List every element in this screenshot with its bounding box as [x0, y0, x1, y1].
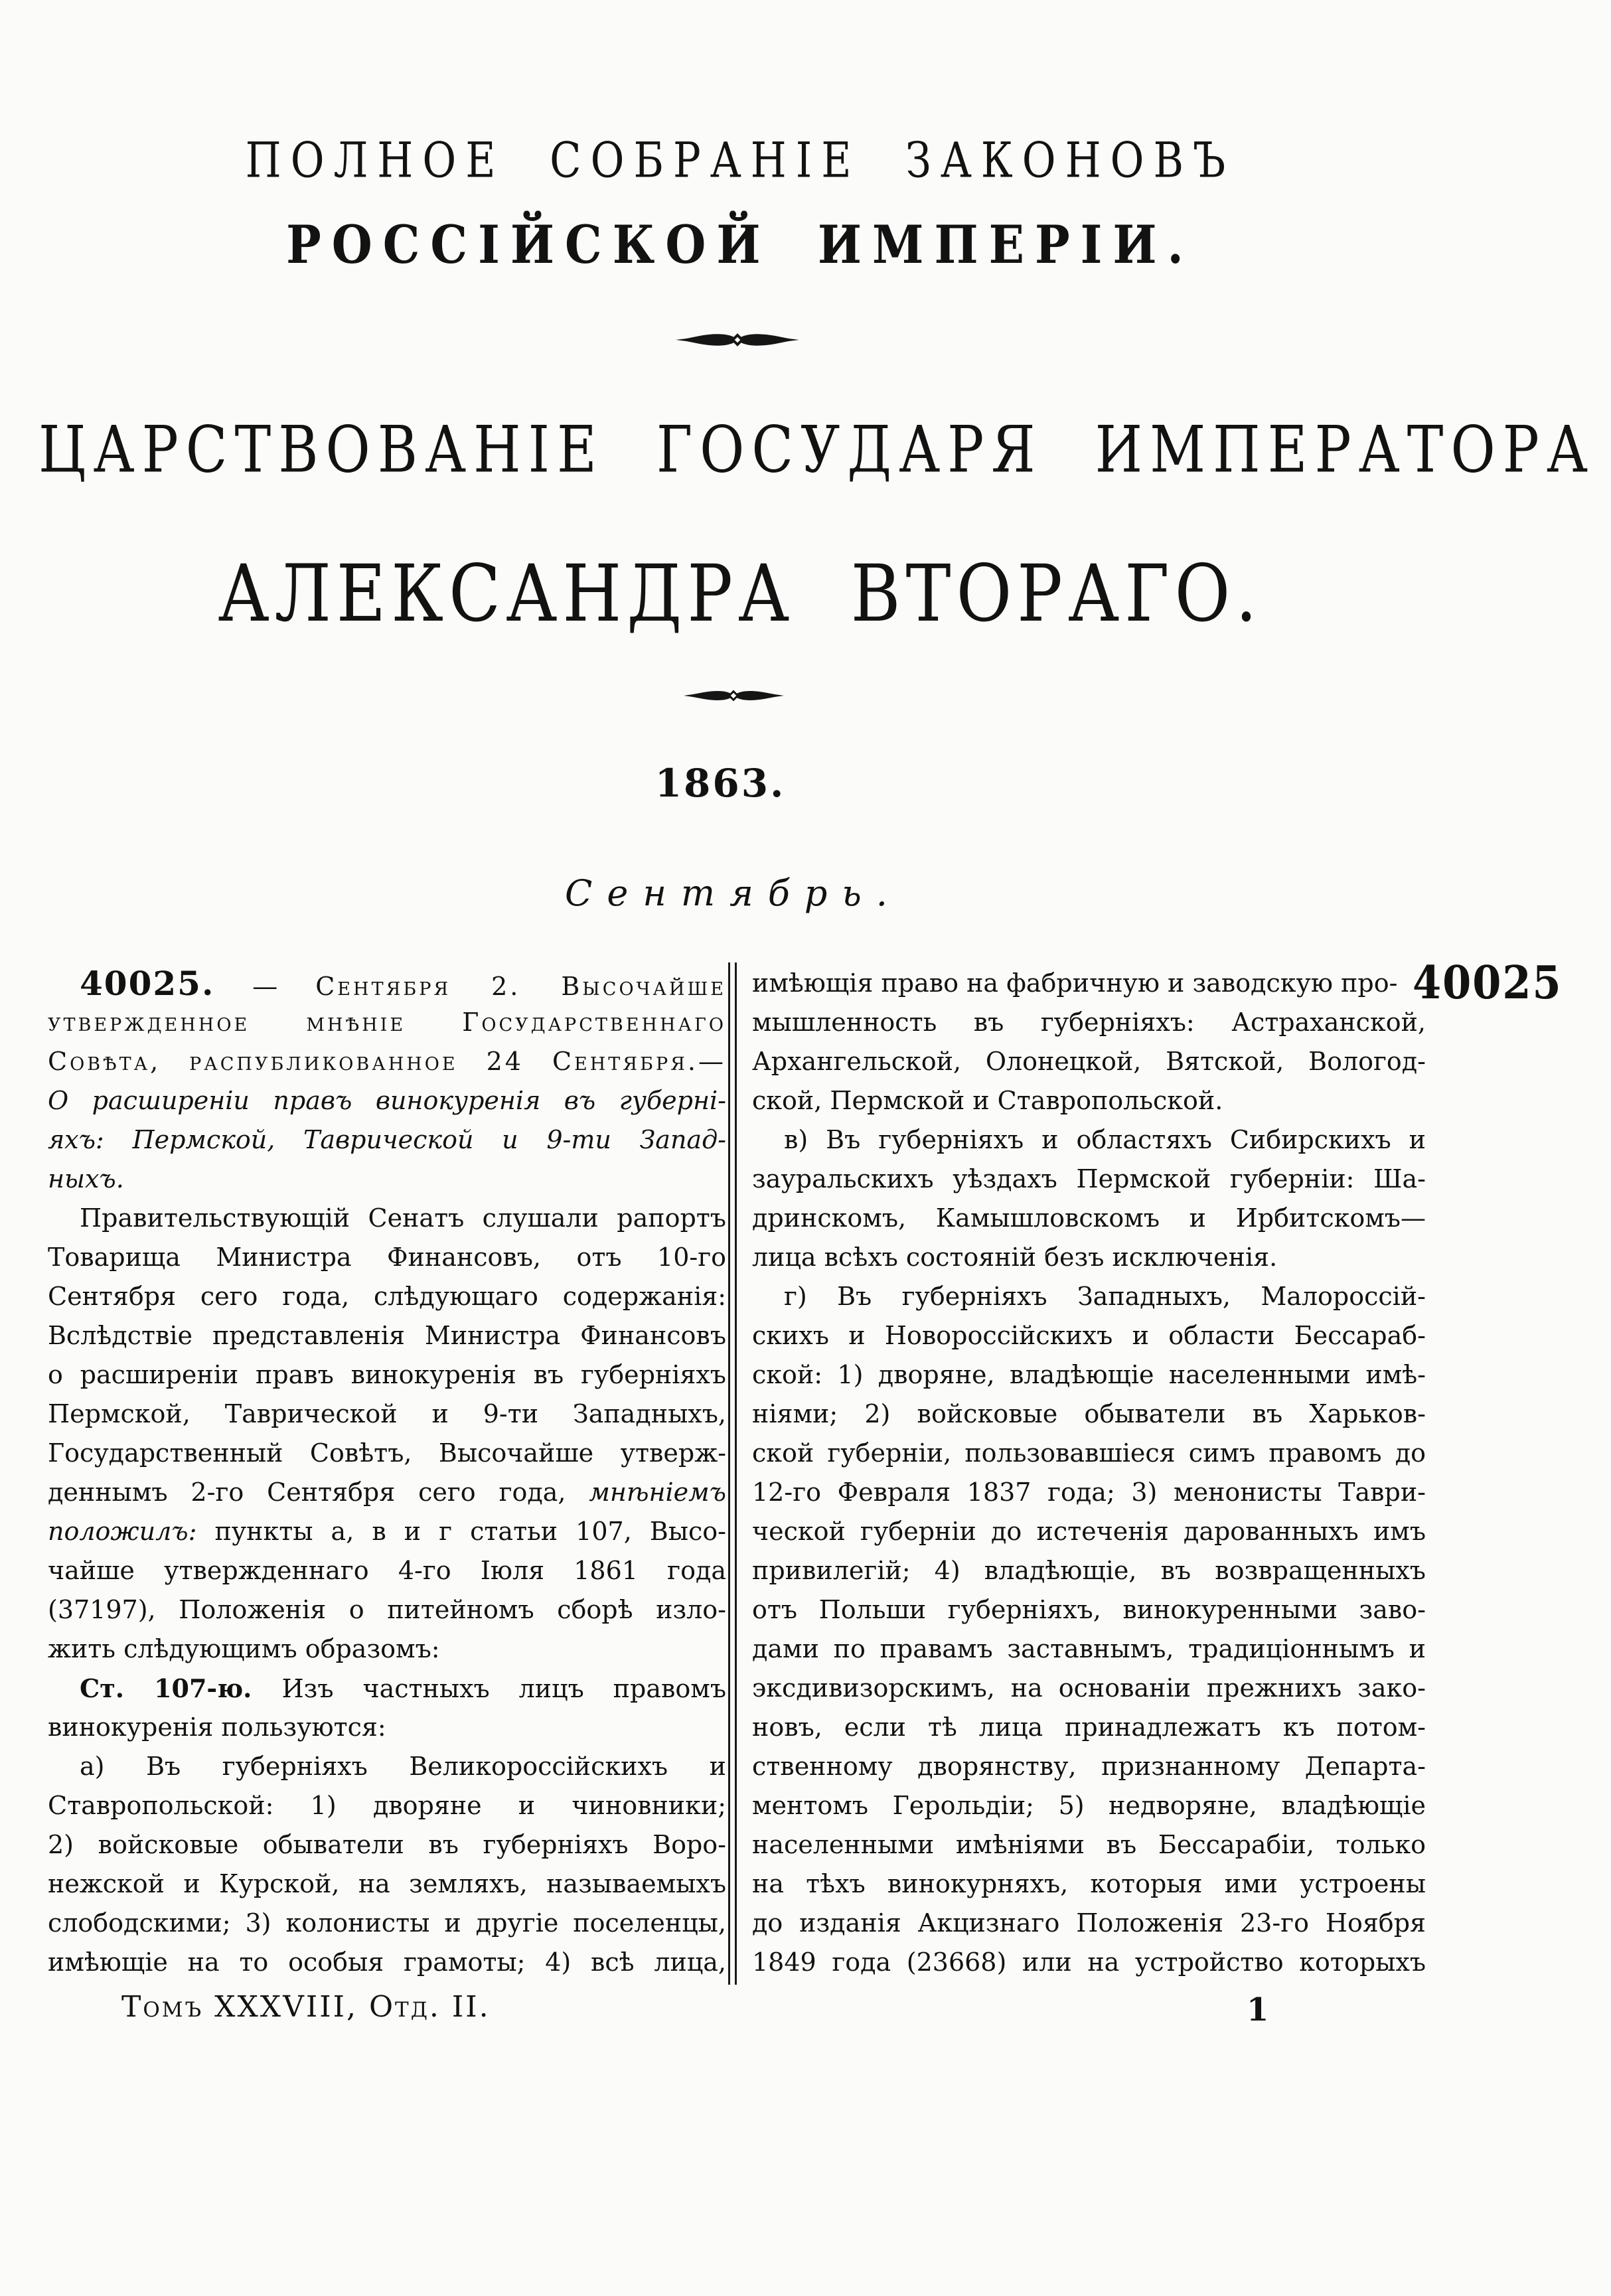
column-divider-rule [735, 962, 737, 1985]
collection-title-line1: ПОЛНОЕ СОБРАНІЕ ЗАКОНОВЪ [245, 131, 1235, 189]
text-line [48, 1669, 726, 1708]
text-segment: пункты а, в и г статьи 107, Высо- [214, 1517, 726, 1546]
text-segment: деннымъ 2-го Сентября сего года, [48, 1478, 589, 1507]
text-line: Вслѣдствіе представленія Министра Финансовъ [48, 1321, 726, 1350]
text-line: ческой губерніи до истеченія дарованныхъ имъ [752, 1517, 1426, 1546]
volume-footer-label: Томъ XXXVIII, Отд. II. [121, 1990, 491, 2024]
month-heading: Сентябрь. [565, 872, 902, 914]
right-column [752, 964, 1426, 1982]
text-line: в) Въ губерніяхъ и областяхъ Сибирскихъ и [784, 1125, 1426, 1154]
text-line: ской губерніи, пользовавшіеся симъ правомъ до [752, 1438, 1426, 1468]
text-line [48, 1512, 726, 1551]
text-line: чайше утвержденнаго 4-го Іюля 1861 года [48, 1556, 726, 1585]
text-line: ской, Пермской и Ставропольской. [752, 1086, 1223, 1115]
text-line: имѣющія право на фабричную и заводскую про- [752, 968, 1398, 998]
signature-mark: 1 [1247, 1991, 1269, 2028]
text-line: эксдивизорскимъ, на основаніи прежнихъ зако- [752, 1673, 1426, 1703]
text-line: 1849 года (23668) или на устройство которыхъ [752, 1948, 1426, 1977]
text-line: новъ, если тѣ лица принадлежатъ къ потом- [752, 1713, 1426, 1742]
text-line: жить слѣдующимъ образомъ: [48, 1634, 440, 1663]
text-line: г) Въ губерніяхъ Западныхъ, Малороссій- [784, 1282, 1426, 1311]
text-line: лица всѣхъ состояній безъ исключенія. [752, 1243, 1278, 1272]
text-line: до изданія Акцизнаго Положенія 23-го Ноября [752, 1908, 1426, 1938]
text-line: Товарища Министра Финансовъ, отъ 10-го [48, 1243, 726, 1272]
text-line: на тѣхъ винокурняхъ, которыя ими устроены [752, 1869, 1426, 1898]
reign-heading-line1: ЦАРСТВОВАНІЕ ГОСУДАРЯ ИМПЕРАТОРА [38, 413, 1595, 488]
text-line: привилегій; 4) владѣющіе, въ возвращенныхъ [752, 1556, 1426, 1585]
text-line: слободскими; 3) колонисты и другіе поселенцы, [48, 1908, 726, 1938]
italic-text-segment: мнѣніемъ [589, 1478, 726, 1507]
text-line: винокуренія пользуются: [48, 1713, 386, 1742]
act-number-margin: 40025 [1413, 956, 1563, 1010]
text-line: яхъ: Пермской, Таврической и 9-ти Запад- [48, 1125, 726, 1154]
text-line: Совѣта, распубликованное 24 Сентября.— [48, 1047, 726, 1076]
text-line: отъ Польши губерніяхъ, винокуренными заво- [752, 1595, 1426, 1624]
left-column [48, 964, 726, 1982]
year-heading: 1863. [654, 761, 786, 806]
act-heading-text: Сентября 2. Высочайше [315, 972, 726, 1001]
reign-heading-line2: АЛЕКСАНДРА ВТОРАГО. [218, 548, 1263, 641]
text-line: нежской и Курской, на земляхъ, называемыхъ [48, 1869, 726, 1898]
text-line: Ставропольской: 1) дворяне и чиновники; [48, 1791, 726, 1820]
text-line: населенными имѣніями въ Бессарабіи, только [752, 1830, 1426, 1859]
text-line: (37197), Положенія о питейномъ сборѣ изло- [48, 1595, 726, 1624]
text-line: мышленность въ губерніяхъ: Астраханской, [752, 1008, 1426, 1037]
collection-title-line2: РОССІЙСКОЙ ИМПЕРІИ. [286, 214, 1194, 275]
article-number-segment: Ст. 107-ю. [80, 1673, 282, 1703]
text-line: утвержденное мнѣніе Государственнаго [48, 1008, 726, 1037]
text-line: ніями; 2) войсковые обыватели въ Харьков- [752, 1399, 1426, 1428]
diamond-rule-icon [674, 330, 801, 352]
text-line: Сентября сего года, слѣдующаго содержанія: [48, 1282, 726, 1311]
diamond-rule-icon [682, 688, 785, 706]
italic-text-segment: положилъ: [48, 1517, 215, 1546]
text-line: Правительствующій Сенатъ слушали рапортъ [80, 1203, 726, 1233]
text-segment: Изъ частныхъ лицъ правомъ [281, 1674, 726, 1703]
text-line: О расширеніи правъ винокуренія въ губерні- [48, 1086, 726, 1115]
text-line: ской: 1) дворяне, владѣющіе населенными имѣ- [752, 1360, 1426, 1389]
text-line [48, 964, 726, 1003]
text-line: Пермской, Таврической и 9-ти Западныхъ, [48, 1399, 726, 1428]
text-line: Архангельской, Олонецкой, Вятской, Вологод- [752, 1047, 1426, 1076]
text-line: дринскомъ, Камышловскомъ и Ирбитскомъ— [752, 1203, 1426, 1233]
column-divider-rule [728, 962, 730, 1985]
text-line: зауральскихъ уѣздахъ Пермской губерніи: Ша- [752, 1164, 1426, 1193]
text-line: скихъ и Новороссійскихъ и области Бессараб- [752, 1321, 1426, 1350]
text-line: имѣющіе на то особыя грамоты; 4) всѣ лица, [48, 1948, 726, 1977]
text-line: о расширеніи правъ винокуренія въ губерніяхъ [48, 1360, 726, 1389]
text-line: дами по правамъ заставнымъ, традиціоннымъ и [752, 1634, 1426, 1663]
text-line [48, 1473, 726, 1512]
text-line: 12-го Февраля 1837 года; 3) менонисты Таври- [752, 1478, 1426, 1507]
text-line: 2) войсковые обыватели въ губерніяхъ Воро- [48, 1830, 726, 1859]
text-line: ственному дворянству, признанному Департа- [752, 1752, 1426, 1781]
text-line: ментомъ Герольдіи; 5) недворяне, владѣющіе [752, 1791, 1426, 1820]
act-number-inline: 40025. [80, 964, 215, 1003]
dash-separator: — [214, 972, 316, 1001]
text-line: ныхъ. [48, 1164, 124, 1193]
text-line: а) Въ губерніяхъ Великороссійскихъ и [80, 1752, 726, 1781]
text-line: Государственный Совѣтъ, Высочайше утверж- [48, 1438, 726, 1468]
